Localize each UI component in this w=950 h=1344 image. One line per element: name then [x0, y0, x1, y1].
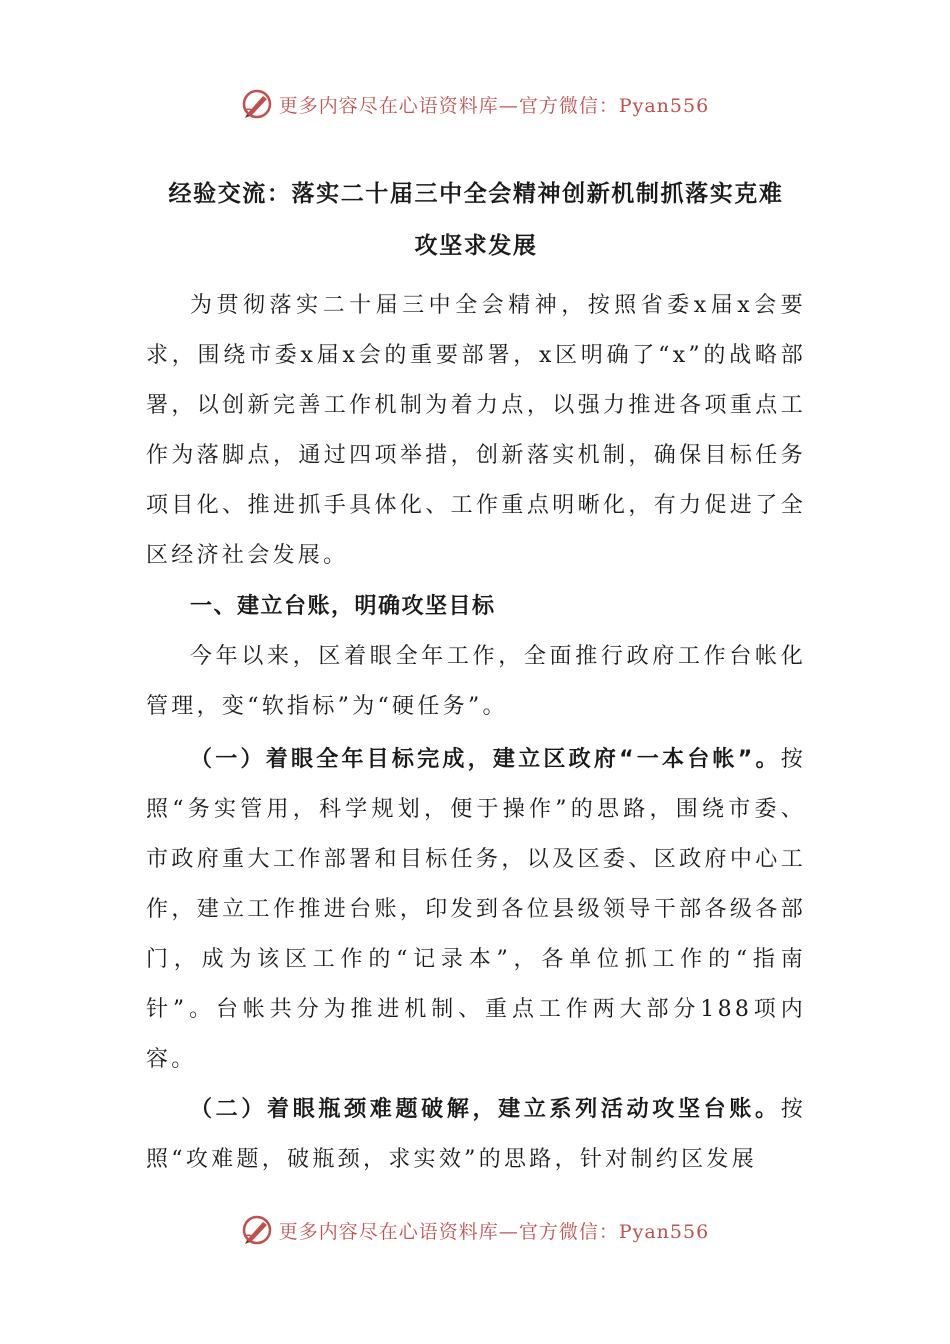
banner-dash: —: [498, 1220, 519, 1243]
section-1-heading: 一、建立台账，明确攻坚目标: [190, 594, 496, 619]
section-1-intro: 今年以来，区着眼全年工作，全面推行政府工作台帐化管理，变“软指标”为“硬任务”。: [146, 644, 806, 719]
item-2-paragraph: [146, 1085, 806, 1185]
banner-wechat-id: Pyan556: [618, 1220, 710, 1243]
banner-text: [279, 91, 709, 118]
item-1-paragraph: [146, 735, 806, 1085]
pen-logo-icon: [241, 88, 273, 120]
banner-wechat-id: Pyan556: [618, 94, 710, 117]
pen-logo-icon: [241, 1214, 273, 1246]
header-banner: [0, 84, 950, 124]
banner-site-name: 更多内容尽在心语资料库: [278, 1220, 499, 1243]
banner-dash: —: [498, 94, 519, 117]
banner-site-name: 更多内容尽在心语资料库: [278, 94, 499, 117]
item-2-body: 按照“攻难题，破瓶颈，求实效”的思路，针对制约区发展: [146, 1097, 806, 1172]
intro-paragraph: 为贯彻落实二十届三中全会精神，按照省委x届x会要求，围绕市委x届x会的重要部署，x区明确了“x”的战略部署，以创新完善工作机制为着力点，以强力推进各项重点工作为落脚点，通过四项举措，创新落实机制，确保目标任务项目化、推进抓手具体化、工作重点明晰化，有力促进了全区经济社会发展。: [146, 293, 806, 568]
item-2-lead: （二）着眼瓶颈难题破解，建立系列活动攻坚台账。: [190, 1097, 781, 1122]
footer-banner: [0, 1210, 950, 1250]
title-line-1: 经验交流：落实二十届三中全会精神创新机制抓落实克难: [168, 181, 784, 207]
title-line-2: 攻坚求发展: [414, 233, 538, 259]
banner-wechat-label: 官方微信：: [518, 94, 619, 117]
document-title: [116, 168, 836, 272]
banner-text: [279, 1217, 709, 1244]
banner-wechat-label: 官方微信：: [518, 1220, 619, 1243]
item-1-body: 按照“务实管用，科学规划，便于操作”的思路，围绕市委、市政府重大工作部署和目标任务，以及区委、区政府中心工作，建立工作推进台账，印发到各位县级领导干部各级各部门，成为该区工作的“记录本”，各单位抓工作的“指南针”。台帐共分为推进机制、重点工作两大部分188项内容。: [146, 747, 806, 1072]
item-1-lead: （一）着眼全年目标完成，建立区政府“一本台帐”。: [190, 747, 781, 772]
